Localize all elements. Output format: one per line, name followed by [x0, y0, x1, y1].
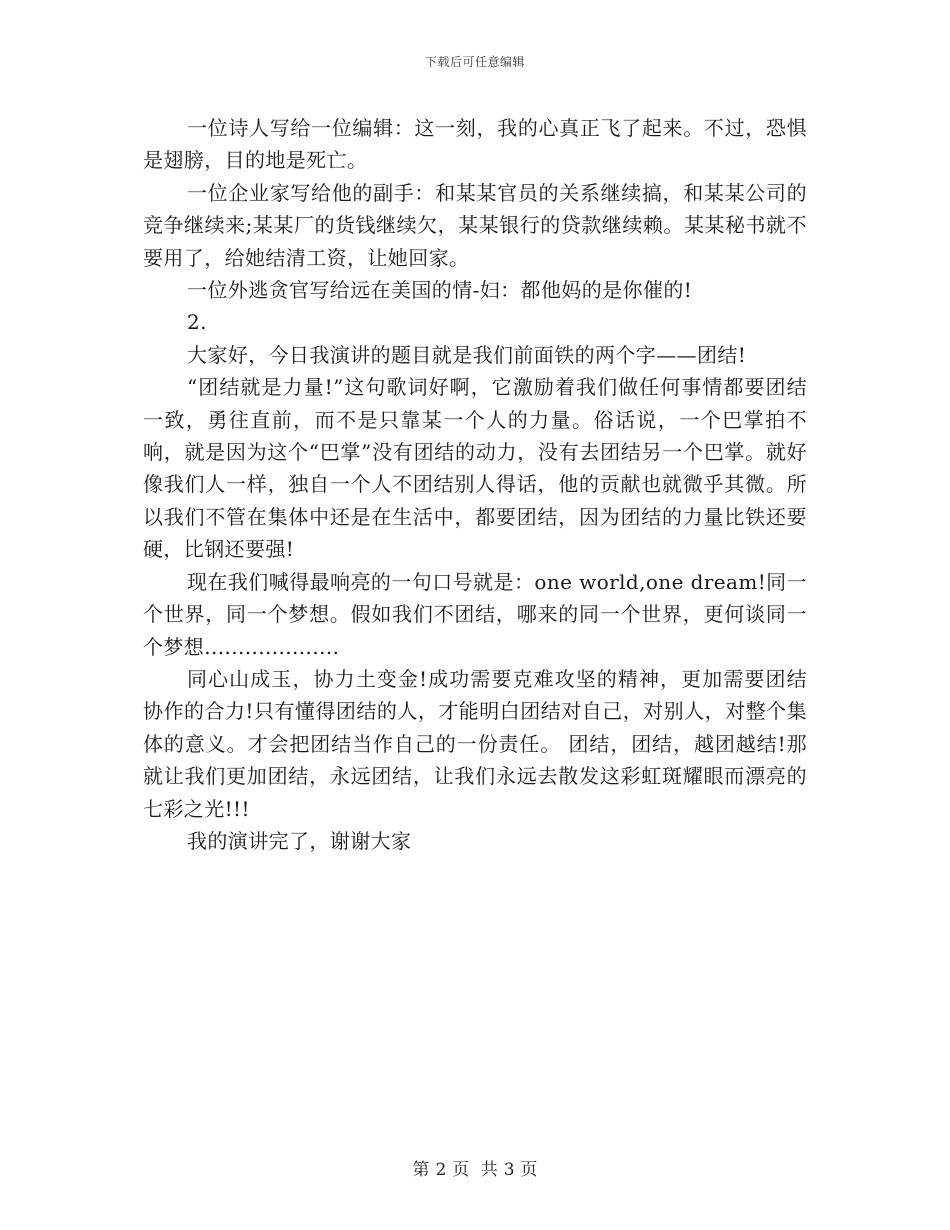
paragraph: 同心山成玉，协力土变金!成功需要克难攻坚的精神，更加需要团结协作的合力!只有懂得团结的人，才能明白团结对自己，对别人，对整个集体的意义。才会把团结当作自己的一份责任。 团结，团结，越团越结!那就让我们更加团结，永远团结，让我们永远去散发这彩虹斑耀眼而漂亮的七彩之光!!!	[143, 666, 807, 821]
footer-middle: 页 共	[452, 1160, 498, 1180]
current-page-number: 2	[435, 1160, 447, 1180]
total-pages-number: 3	[503, 1160, 515, 1180]
footer-prefix: 第	[412, 1160, 430, 1180]
paragraph: 现在我们喊得最响亮的一句口号就是：one world,one dream!同一个世界，同一个梦想。假如我们不团结，哪来的同一个世界，更何谈同一个梦想....................	[143, 569, 807, 659]
paragraph: 大家好，今日我演讲的题目就是我们前面铁的两个字——团结!	[187, 342, 747, 367]
paragraph: 一位诗人写给一位编辑：这一刻，我的心真正飞了起来。不过，恐惧是翅膀，目的地是死亡。	[143, 116, 807, 173]
section-number: 2.	[187, 310, 207, 335]
paragraph: “团结就是力量!”这句歌词好啊，它激励着我们做任何事情都要团结一致，勇往直前，而不是只靠某一个人的力量。俗话说，一个巴掌拍不响，就是因为这个“巴掌”没有团结的动力，没有去团结另一个巴掌。就好像我们人一样，独自一个人不团结别人得话，他的贡献也就微乎其微。所以我们不管在集体中还是在生活中，都要团结，因为团结的力量比铁还要硬，比钢还要强!	[143, 375, 807, 562]
paragraph: 我的演讲完了，谢谢大家	[187, 828, 412, 853]
page-footer	[0, 1155, 950, 1180]
paragraph: 一位外逃贪官写给远在美国的情-妇：都他妈的是你催的!	[187, 278, 693, 303]
document-body	[143, 112, 807, 857]
footer-suffix: 页	[520, 1160, 538, 1180]
paragraph: 一位企业家写给他的副手：和某某官员的关系继续搞，和某某公司的竞争继续来;某某厂的货钱继续欠，某某银行的贷款继续赖。某某秘书就不要用了，给她结清工资，让她回家。	[143, 180, 807, 270]
page-header: 下载后可任意编辑	[424, 55, 525, 69]
